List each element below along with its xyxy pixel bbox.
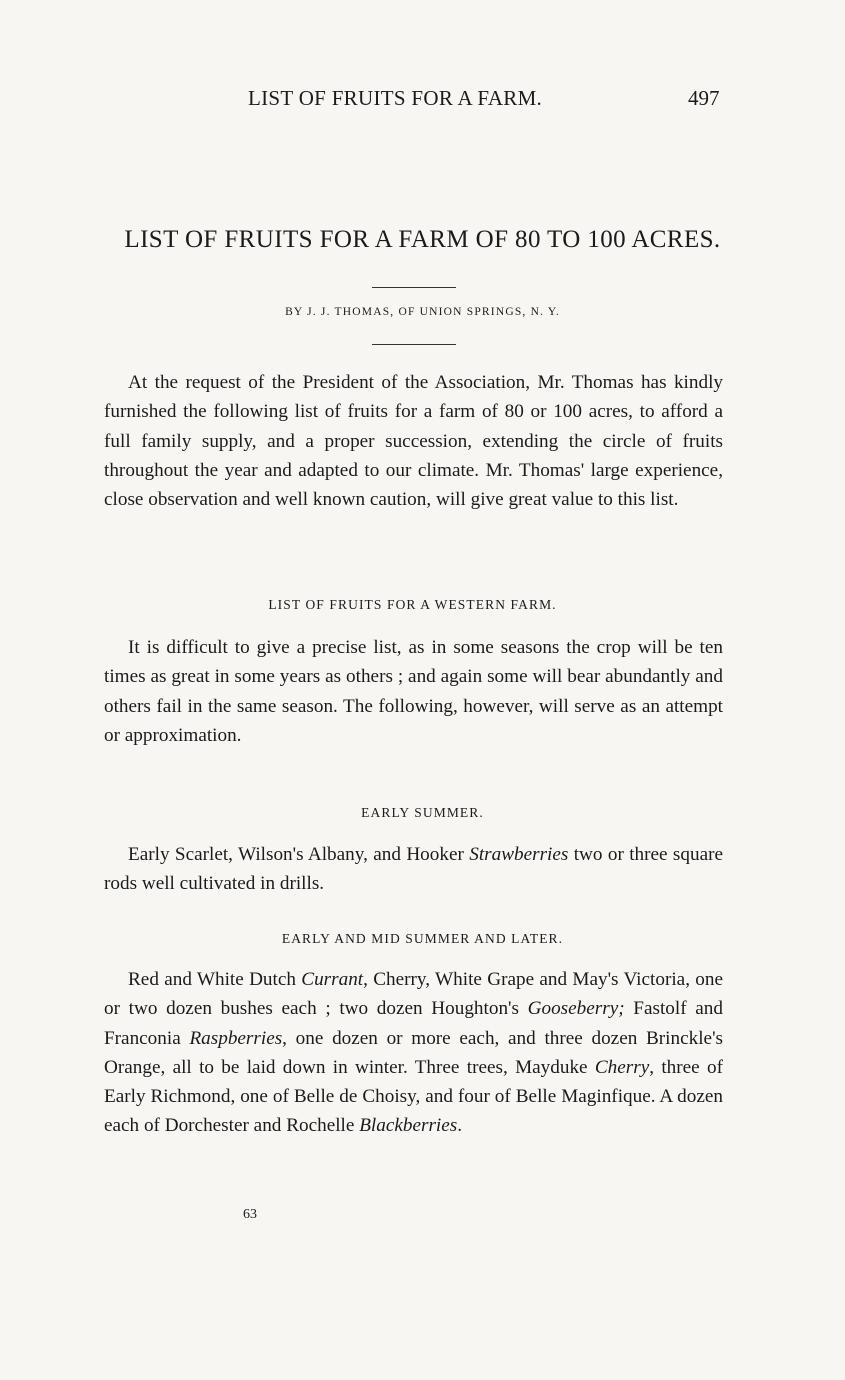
mid-summer-italic-cherry: Cherry <box>594 1056 650 1078</box>
mid-summer-italic-currant: Currant <box>301 969 364 990</box>
mid-summer-text-5: , three of Early Richmond, one of Belle de Choisy, and four of Belle Maginfique. A dozen each of Dorchester and Rochelle <box>104 1056 723 1137</box>
mid-summer-text-2: , Cherry, White Grape and May's Victoria, one or two dozen bushes each ; two dozen Houghton's <box>104 969 723 1020</box>
section-heading-early-summer: EARLY SUMMER. <box>361 805 484 820</box>
mid-summer-text-4: , one dozen or more each, and three dozen Brinckle's Orange, all to be laid down in winter. Three trees, Mayduke <box>104 1027 723 1078</box>
mid-summer-text-6: . <box>457 1115 463 1137</box>
intro-paragraph <box>104 368 723 514</box>
running-head <box>0 86 845 116</box>
early-summer-paragraph <box>104 840 723 899</box>
section-heading-western-farm: LIST OF FRUITS FOR A WESTERN FARM. <box>268 597 557 612</box>
early-summer-text-2: two or three square rods well cultivated in drills. <box>104 844 723 895</box>
early-summer-text-1: Early Scarlet, Wilson's Albany, and Hooker <box>128 844 470 865</box>
title-rule-bottom <box>372 344 456 345</box>
early-summer-italic-strawberries: Strawberries <box>469 844 569 865</box>
signature-mark: 63 <box>243 1207 257 1222</box>
section-heading-mid-summer: EARLY AND MID SUMMER AND LATER. <box>281 931 564 946</box>
mid-summer-italic-blackberries: Blackberries <box>359 1115 458 1137</box>
running-head-title: LIST OF FRUITS FOR A FARM. <box>248 86 543 110</box>
article-title: LIST OF FRUITS FOR A FARM OF 80 TO 100 ACRES. <box>124 226 721 253</box>
mid-summer-paragraph <box>104 965 723 1141</box>
mid-summer-italic-raspberries: Raspberries <box>189 1027 283 1049</box>
mid-summer-text-3: Fastolf and Franconia <box>104 998 723 1049</box>
mid-summer-italic-gooseberry: Gooseberry; <box>527 998 625 1020</box>
intro-text: At the request of the President of the Association, Mr. Thomas has kindly furnished the following list of fruits for a farm of 80 or 100 acres, to afford a full family supply, and a proper succession, extending the circle of fruits throughout the year and adapted to our climate. Mr. Thomas' large experience, close observation and well known caution, will give great value to this list. <box>104 372 723 511</box>
western-farm-text: It is difficult to give a precise list, as in some seasons the crop will be ten times as great in some years as others ; and again some will bear abundantly and others fail in the same season. The following, however, will serve as an attempt or approximation. <box>104 637 723 746</box>
article-byline: BY J. J. THOMAS, OF UNION SPRINGS, N. Y. <box>285 306 560 318</box>
mid-summer-text-1: Red and White Dutch <box>128 969 302 990</box>
title-rule-top <box>372 287 456 288</box>
western-farm-paragraph <box>104 633 723 750</box>
page-number: 497 <box>688 86 720 110</box>
